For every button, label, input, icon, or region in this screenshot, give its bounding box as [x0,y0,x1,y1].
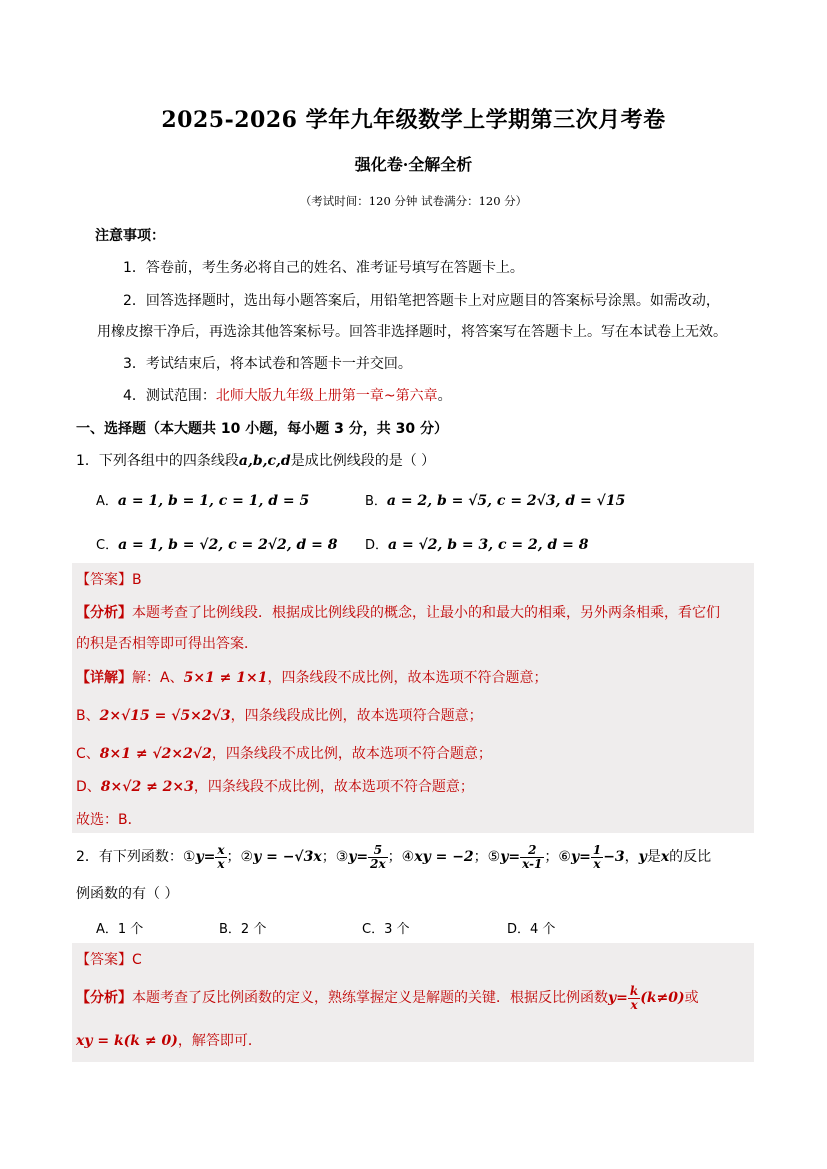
q1-answer: 【答案】B [76,572,142,588]
q1-detail-d [76,777,474,797]
detail-text: ，四条线段不成比例，故本选项不符合题意； [211,746,492,762]
q2-option-a: A．1 个 [96,922,144,937]
analysis-text: 本题考查了反比例函数的定义，熟练掌握定义是解题的关键．根据反比例函数 [132,990,608,1006]
q2-stem-prefix: 2．有下列函数： [76,849,183,865]
q2-frac-3 [368,844,388,871]
scope-prefix: 4．测试范围： [123,388,216,404]
q2-stem [76,842,711,872]
frac-denominator: x [217,856,225,871]
analysis-condition: (k≠0) [640,990,685,1006]
q2-func-4: xy = −2 [414,849,474,865]
q1-stem [76,451,435,471]
option-label: B． [365,494,387,509]
analysis-tail: 或 [684,990,699,1006]
frac-numerator: 5 [368,844,388,858]
option-math: a = √2, b = 3, c = 2, d = 8 [388,537,589,553]
q2-func-1: y= [195,849,216,865]
q2-circled-6: ；⑥ [544,849,571,865]
q2-func-5: y= [500,849,521,865]
q1-option-a [96,490,309,509]
option-label: D． [365,538,389,553]
frac-denominator: x-1 [522,856,543,871]
option-math: a = 1, b = √2, c = 2√2, d = 8 [118,537,338,553]
q2-frac-6 [591,844,603,871]
analysis-text: 本题考查了比例线段．根据成比例线段的概念，让最小的和最大的相乘，另外两条相乘，看它们 [132,605,720,621]
q1-stem-suffix: 是成比例线段的是（ ） [290,453,436,469]
q1-conclusion: 故选：B． [76,812,142,828]
notes-heading: 注意事项： [95,228,165,244]
q2-stem-tail-1: ， [624,849,639,865]
note-item-4 [123,386,452,406]
q1-option-d [365,534,589,553]
note-item-1: 1．答卷前，考生务必将自己的姓名、准考证号填写在答题卡上。 [123,260,524,276]
option-label: C． [96,538,119,553]
detail-prefix: C、 [76,746,100,762]
q2-circled-5: ；⑤ [473,849,501,865]
q2-circled-1: ① [182,849,196,865]
analysis-text: ，解答即可． [177,1033,262,1049]
detail-text: ，四条线段不成比例，故本选项不符合题意； [193,779,474,795]
analysis-tag: 【分析】 [76,990,132,1006]
detail-tag: 【详解】 [76,670,132,686]
detail-text: ，四条线段成比例，故本选项符合题意； [230,708,483,724]
page-subtitle: 强化卷·全解全析 [354,155,473,174]
q1-stem-prefix: 1．下列各组中的四条线段 [76,453,239,469]
q1-option-c [96,534,338,553]
q2-answer: 【答案】C [76,952,142,968]
frac-denominator: 2x [370,856,386,871]
option-label: A． [96,494,118,509]
detail-math: 8×1 ≠ √2×2√2 [99,746,212,762]
q2-analysis-cont [76,1031,262,1051]
q2-option-b: B．2 个 [219,922,267,937]
option-math: a = 2, b = √5, c = 2√3, d = √15 [386,493,626,509]
q2-func-3: y= [348,849,369,865]
analysis-tag: 【分析】 [76,605,132,621]
q2-func-6: y= [570,849,591,865]
q1-stem-vars: a,b,c,d [238,453,291,469]
exam-meta: （考试时间：120 分钟 试卷满分：120 分） [299,194,528,208]
detail-prefix: D、 [76,779,101,795]
q1-option-b [365,490,625,509]
frac-numerator: 1 [592,842,602,857]
frac-numerator: k [629,983,639,998]
q2-stem-tail-3: 的反比 [669,849,712,865]
q2-analysis [76,983,699,1013]
detail-prefix: B、 [76,708,100,724]
q2-stem-cont: 例函数的有（ ） [76,886,179,902]
q2-stem-x: x [660,849,670,865]
frac-numerator: 2 [520,844,544,858]
analysis-func: y= [608,990,628,1006]
q2-circled-2: ；② [226,849,254,865]
q2-stem-tail-2: 是 [646,849,661,865]
q2-func-2: y = −√3x [253,849,322,865]
q2-circled-4: ；④ [387,849,415,865]
analysis-frac [628,985,640,1012]
detail-math: 5×1 ≠ 1×1 [183,670,268,686]
frac-denominator: x [593,856,601,871]
page-title: 2025-2026 学年九年级数学上学期第三次月考卷 [161,107,666,133]
q1-detail-c [76,744,492,764]
note-item-2-cont: 用橡皮擦干净后，再选涂其他答案标号。回答非选择题时，将答案写在答题卡上。写在本试卷上无效。 [97,324,727,340]
scope-value: 北师大版九年级上册第一章~第六章 [215,388,438,404]
note-item-2: 2．回答选择题时，选出每小题答案后，用铅笔把答题卡上对应题目的答案标号涂黑。如需改动， [123,293,720,309]
note-item-3: 3．考试结束后，将本试卷和答题卡一并交回。 [123,356,412,372]
q2-circled-3: ；③ [321,849,349,865]
scope-suffix: 。 [437,388,452,404]
option-math: a = 1, b = 1, c = 1, d = 5 [117,493,310,509]
q1-detail-b [76,706,483,726]
detail-text: ，四条线段不成比例，故本选项不符合题意； [267,670,548,686]
q2-func-6-tail: −3 [603,849,625,865]
q2-frac-5 [520,844,544,871]
q2-option-c: C．3 个 [362,922,410,937]
q1-analysis [76,603,720,623]
q2-frac-1 [215,844,226,871]
q1-detail-a [76,668,547,688]
detail-math: 8×√2 ≠ 2×3 [100,779,194,795]
analysis-math: xy = k(k ≠ 0) [76,1033,178,1049]
detail-prefix: 解：A、 [132,670,184,686]
section-heading: 一、选择题（本大题共 10 小题，每小题 3 分，共 30 分） [76,421,448,437]
q2-stem-y: y [638,849,647,865]
frac-numerator: x [217,842,225,857]
detail-math: 2×√15 = √5×2√3 [99,708,231,724]
frac-denominator: x [630,997,638,1012]
q1-analysis-cont: 的积是否相等即可得出答案． [76,636,258,652]
q2-option-d: D．4 个 [507,922,556,937]
